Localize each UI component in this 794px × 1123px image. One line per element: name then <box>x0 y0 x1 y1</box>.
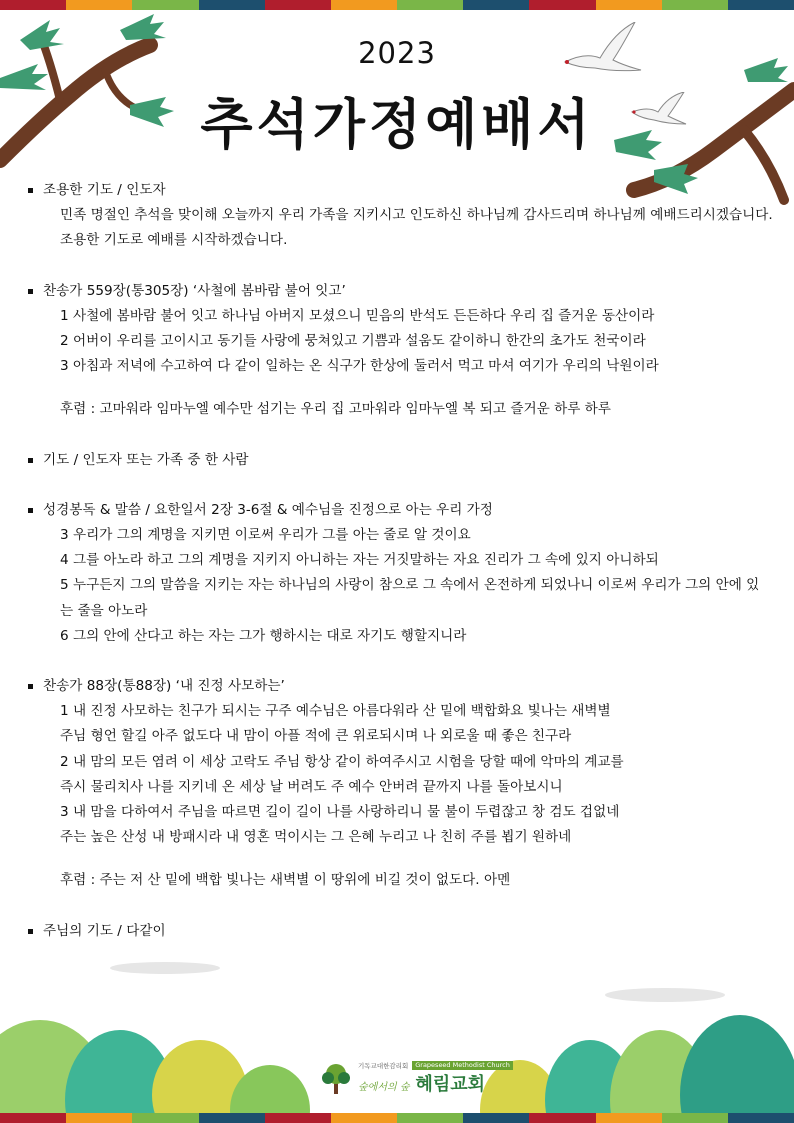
bullet-icon <box>28 458 33 463</box>
section-hymn-559 <box>28 279 788 423</box>
stripe-segment <box>463 1113 529 1123</box>
body-text: 민족 명절인 추석을 맞이해 오늘까지 우리 가족을 지키시고 인도하신 하나님께 감사드리며 하나님께 예배드리시겠습니다. 조용한 기도로 예배를 시작하겠습니다. <box>60 207 773 249</box>
section-heading: 주님의 기도 / 다같이 <box>43 922 166 939</box>
stripe-segment <box>199 0 265 10</box>
worship-order-content <box>28 178 788 944</box>
section-heading: 찬송가 559장(통305장) ‘사철에 봄바람 불어 잇고’ <box>43 282 346 299</box>
stripe-segment <box>397 1113 463 1123</box>
stripe-segment <box>397 0 463 10</box>
stripe-segment <box>728 1113 794 1123</box>
stripe-segment <box>463 0 529 10</box>
section-silent-prayer <box>28 178 788 254</box>
org-name: 기독교대한감리회 <box>358 1061 409 1070</box>
stripe-segment <box>265 1113 331 1123</box>
stripe-segment <box>662 1113 728 1123</box>
scripture-verse: 5 누구든지 그의 말씀을 지키는 자는 하나님의 사랑이 참으로 그 속에서 온전하게 되었나니 이로써 우리가 그의 안에 있는 줄을 아노라 <box>60 577 760 619</box>
hymn-verse: 주는 높은 산성 내 방패시라 내 영혼 먹이시는 그 은혜 누리고 나 친히 주를 뵙기 원하네 <box>60 829 572 846</box>
section-heading: 성경봉독 & 말씀 / 요한일서 2장 3-6절 & 예수님을 진정으로 아는 우리 가정 <box>43 501 493 518</box>
hymn-verse: 3 내 맘을 다하여서 주님을 따르면 길이 길이 나를 사랑하리니 물 불이 두렵잖고 창 검도 겁없네 <box>60 804 620 821</box>
bullet-icon <box>28 289 33 294</box>
stripe-segment <box>596 1113 662 1123</box>
stripe-segment <box>331 0 397 10</box>
page-title: 추석가정예배서 <box>200 93 594 156</box>
hymn-refrain: 후렴 : 고마워라 임마누엘 예수만 섬기는 우리 집 고마워라 임마누엘 복 되고 즐거운 하루 하루 <box>60 401 611 418</box>
section-heading: 조용한 기도 / 인도자 <box>43 182 166 198</box>
hymn-verse: 주님 형언 할길 아주 없도다 내 맘이 아플 적에 큰 위로되시며 나 외로울 때 좋은 친구라 <box>60 728 572 745</box>
stripe-segment <box>596 0 662 10</box>
stripe-segment <box>662 0 728 10</box>
hymn-verse: 1 사철에 봄바람 불어 잇고 하나님 아버지 모셨으니 믿음의 반석도 든든하다 우리 집 즐거운 동산이라 <box>60 307 655 324</box>
hymn-verse: 2 내 맘의 모든 염려 이 세상 고락도 주님 항상 같이 하여주시고 시험을 당할 때에 악마의 계교를 <box>60 753 624 770</box>
hymn-verse: 즉시 물리치사 나를 지키네 온 세상 날 버려도 주 예수 안버려 끝까지 나를 돌아보시니 <box>60 778 563 795</box>
section-prayer <box>28 448 788 473</box>
bullet-icon <box>28 508 33 513</box>
stripe-segment <box>265 0 331 10</box>
section-hymn-88 <box>28 674 788 894</box>
stripe-segment <box>199 1113 265 1123</box>
hymn-refrain: 후렴 : 주는 저 산 밑에 백합 빛나는 새벽별 이 땅위에 비길 것이 없도다. 아멘 <box>60 872 511 889</box>
tree-logo-icon <box>318 1060 354 1096</box>
church-name: 혜림교회 <box>415 1073 486 1095</box>
section-scripture <box>28 498 788 649</box>
bullet-icon <box>28 929 33 934</box>
stripe-segment <box>728 0 794 10</box>
stripe-segment <box>0 1113 66 1123</box>
bullet-icon <box>28 188 33 193</box>
section-heading: 기도 / 인도자 또는 가족 중 한 사람 <box>43 451 249 468</box>
stripe-segment <box>132 1113 198 1123</box>
hymn-verse: 3 아침과 저녁에 수고하여 다 같이 일하는 온 식구가 한상에 둘러서 먹고 마셔 여기가 우리의 낙원이라 <box>60 358 659 375</box>
section-lords-prayer <box>28 919 788 944</box>
scripture-verse: 4 그를 아노라 하고 그의 계명을 지키지 아니하는 자는 거짓말하는 자요 진리가 그 속에 있지 아니하되 <box>60 552 659 569</box>
stripe-segment <box>529 0 595 10</box>
section-heading: 찬송가 88장(통88장) ‘내 진정 사모하는’ <box>43 678 285 695</box>
hymn-verse: 1 내 진정 사모하는 친구가 되시는 구주 예수님은 아름다워라 산 밑에 백합화요 빛나는 새벽별 <box>60 703 611 720</box>
scripture-verse: 3 우리가 그의 계명을 지키면 이로써 우리가 그를 아는 줄로 알 것이요 <box>60 527 471 544</box>
bottom-color-stripe <box>0 1113 794 1123</box>
bullet-icon <box>28 684 33 689</box>
stripe-segment <box>331 1113 397 1123</box>
church-motto: 숲에서의 숲 <box>358 1081 410 1093</box>
hymn-verse: 2 어버이 우리를 고이시고 동기들 사랑에 뭉쳐있고 기쁨과 설움도 같이하니 한간의 초가도 천국이라 <box>60 333 646 350</box>
org-english-name: Grapeseed Methodist Church <box>412 1061 513 1070</box>
stripe-segment <box>529 1113 595 1123</box>
church-logo <box>318 1060 513 1096</box>
year-heading: 2023 <box>358 36 436 70</box>
stripe-segment <box>66 1113 132 1123</box>
scripture-verse: 6 그의 안에 산다고 하는 자는 그가 행하시는 대로 자기도 행할지니라 <box>60 627 467 644</box>
